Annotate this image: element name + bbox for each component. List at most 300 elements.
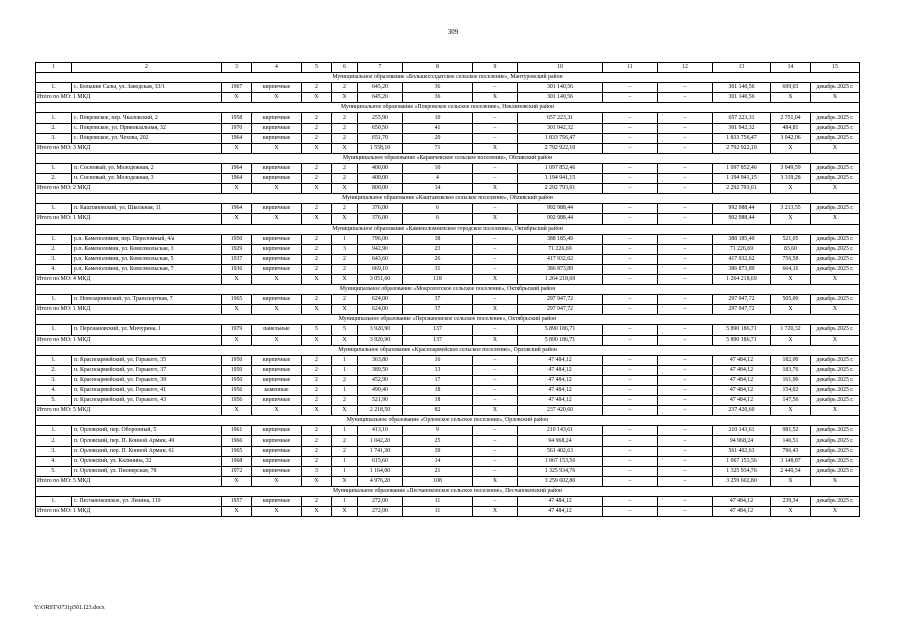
address-cell: п. Новозарнинский, ул. Транспортная, 7 (72, 295, 222, 305)
table-cell: кирпичные (252, 174, 302, 184)
total-cell: 11 (403, 507, 473, 517)
total-row (36, 305, 860, 315)
table-cell: 3. (36, 133, 72, 143)
table-cell: 239,34 (771, 497, 811, 507)
table-cell: 2 (302, 174, 332, 184)
table-cell: 2 (302, 426, 332, 436)
table-cell: 297 947,72 (713, 295, 771, 305)
total-cell: X (252, 507, 302, 517)
address-cell: п. Персиановский, ул. Мичурина, 1 (72, 325, 222, 335)
total-cell: 2 292 793,61 (713, 184, 771, 194)
table-row (36, 396, 860, 406)
total-cell: X (771, 184, 811, 194)
table-body (36, 63, 860, 517)
table-cell: 1 325 934,76 (713, 466, 771, 476)
table-row (36, 355, 860, 365)
table-cell: декабрь 2025 г. (811, 83, 860, 93)
address-cell: п. Орловский, ул. Пионерская, 78 (72, 466, 222, 476)
address-cell: с. Песчанокопское, ул. Ленина, 119 (72, 497, 222, 507)
table-cell: 3 (302, 466, 332, 476)
table-cell: 1956 (222, 386, 252, 396)
table-cell: кирпичные (252, 466, 302, 476)
total-cell: X (302, 507, 332, 517)
table-cell: 657 223,31 (713, 113, 771, 123)
table-cell: кирпичные (252, 254, 302, 264)
municipality-group-row (36, 345, 860, 355)
table-cell: кирпичные (252, 113, 302, 123)
total-cell: 2 218,50 (358, 406, 403, 416)
table-cell: 389,50 (358, 365, 403, 375)
municipality-group-row (36, 153, 860, 163)
table-cell: 5 (332, 325, 358, 335)
table-cell: 2. (36, 174, 72, 184)
total-cell: X (473, 335, 518, 345)
total-cell: X (771, 406, 811, 416)
table-cell: 386 873,89 (518, 264, 603, 274)
table-cell: – (473, 386, 518, 396)
table-cell: 561 402,63 (518, 446, 603, 456)
address-cell: п. Красноармейский, ул. Горького, 43 (72, 396, 222, 406)
address-cell: р.п. Каменоломни, ул. Комсомольская, 5 (72, 254, 222, 264)
table-cell: 1964 (222, 133, 252, 143)
table-row (36, 264, 860, 274)
table-cell: 5. (36, 466, 72, 476)
table-cell: декабрь 2025 г. (811, 123, 860, 133)
table-row (36, 426, 860, 436)
table-cell: 4. (36, 456, 72, 466)
table-row (36, 163, 860, 173)
municipality-title: Муниципальное образование «Большесолдатское сельское поселение», Мантуровский район (36, 73, 860, 83)
table-cell: 699,03 (771, 83, 811, 93)
total-cell: – (603, 93, 658, 103)
table-row (36, 133, 860, 143)
total-row (36, 214, 860, 224)
table-cell: 2 (302, 204, 332, 214)
table-cell: декабрь 2025 г. (811, 436, 860, 446)
table-cell: кирпичные (252, 244, 302, 254)
total-cell: – (603, 274, 658, 284)
total-cell: 1 558,10 (358, 143, 403, 153)
table-cell: 1 833 756,47 (518, 133, 603, 143)
table-cell: 413,10 (358, 426, 403, 436)
table-cell: – (603, 365, 658, 375)
table-cell: 669,10 (358, 264, 403, 274)
table-cell: 1956 (222, 396, 252, 406)
table-cell: кирпичные (252, 355, 302, 365)
table-cell: 1. (36, 83, 72, 93)
table-row (36, 295, 860, 305)
table-cell: 2 (302, 396, 332, 406)
total-cell: X (332, 274, 358, 284)
table-cell: 301 942,32 (713, 123, 771, 133)
table-cell: кирпичные (252, 295, 302, 305)
table-cell: кирпичные (252, 436, 302, 446)
municipality-group-row (36, 194, 860, 204)
table-cell: 2 (332, 174, 358, 184)
total-cell: 82 (403, 406, 473, 416)
table-cell: кирпичные (252, 396, 302, 406)
table-row (36, 386, 860, 396)
table-cell: – (473, 365, 518, 375)
table-cell: 484,81 (771, 123, 811, 133)
total-cell: – (603, 406, 658, 416)
table-cell: 183,76 (771, 365, 811, 375)
table-cell: 21 (403, 466, 473, 476)
table-cell: 1964 (222, 163, 252, 173)
table-cell: 1 (332, 234, 358, 244)
table-cell: 992 988,44 (713, 204, 771, 214)
table-cell: 38 (403, 234, 473, 244)
table-cell: 2 (302, 264, 332, 274)
table-cell: кирпичные (252, 123, 302, 133)
table-cell: – (658, 325, 713, 335)
table-cell: – (603, 264, 658, 274)
total-row (36, 406, 860, 416)
total-row (36, 507, 860, 517)
table-cell: 2 (332, 264, 358, 274)
table-cell: – (603, 123, 658, 133)
table-cell: – (473, 497, 518, 507)
total-cell: X (771, 507, 811, 517)
table-cell: декабрь 2025 г. (811, 386, 860, 396)
table-row (36, 466, 860, 476)
municipality-group-row (36, 416, 860, 426)
table-cell: 2 (302, 497, 332, 507)
total-cell: X (302, 305, 332, 315)
total-row (36, 143, 860, 153)
total-cell: 36 (403, 93, 473, 103)
table-cell: 147,56 (771, 396, 811, 406)
table-cell: 210 143,61 (518, 426, 603, 436)
table-cell: кирпичные (252, 264, 302, 274)
table-cell: 3 920,90 (358, 325, 403, 335)
total-cell: – (603, 476, 658, 486)
total-cell: 376,00 (358, 214, 403, 224)
table-cell: кирпичные (252, 133, 302, 143)
table-cell: декабрь 2025 г. (811, 396, 860, 406)
total-cell: X (302, 476, 332, 486)
table-cell: 23 (403, 244, 473, 254)
total-cell: 800,00 (358, 184, 403, 194)
table-cell: 643,60 (358, 254, 403, 264)
table-cell: – (473, 83, 518, 93)
total-cell: 301 140,56 (713, 93, 771, 103)
table-cell: 1 325 934,76 (518, 466, 603, 476)
total-cell: X (222, 507, 252, 517)
table-cell: 1 (332, 386, 358, 396)
total-cell: X (222, 335, 252, 345)
table-cell: 1 (332, 456, 358, 466)
table-cell: 417 932,62 (518, 254, 603, 264)
total-cell: X (811, 305, 860, 315)
table-cell: декабрь 2025 г. (811, 163, 860, 173)
table-cell: декабрь 2025 г. (811, 375, 860, 385)
total-cell: X (222, 214, 252, 224)
table-cell: декабрь 2025 г. (811, 133, 860, 143)
table-row (36, 174, 860, 184)
table-cell: – (658, 133, 713, 143)
table-cell: – (473, 113, 518, 123)
column-number-cell: 14 (771, 63, 811, 73)
table-cell: кирпичные (252, 163, 302, 173)
table-row (36, 365, 860, 375)
total-cell: X (252, 274, 302, 284)
table-cell: 386 873,89 (713, 264, 771, 274)
municipality-group-row (36, 73, 860, 83)
total-cell: X (252, 214, 302, 224)
municipality-group-row (36, 224, 860, 234)
table-cell: – (603, 295, 658, 305)
table-cell: 1936 (222, 264, 252, 274)
municipality-title: Муниципальное образование «Мокрологское сельское поселение», Октябрьский район (36, 285, 860, 295)
total-cell: X (473, 476, 518, 486)
table-cell: – (473, 254, 518, 264)
table-cell: 452,90 (358, 375, 403, 385)
total-cell: – (658, 93, 713, 103)
table-cell: 417 932,62 (713, 254, 771, 264)
table-cell: – (658, 113, 713, 123)
table-cell: декабрь 2025 г. (811, 446, 860, 456)
table-cell: 11 (403, 497, 473, 507)
table-cell: – (473, 133, 518, 143)
table-cell: – (658, 204, 713, 214)
total-cell: X (252, 335, 302, 345)
total-cell: X (473, 305, 518, 315)
table-cell: – (603, 254, 658, 264)
page-number: 309 (447, 28, 459, 36)
column-number-cell: 3 (222, 63, 252, 73)
table-cell: 210 143,61 (713, 426, 771, 436)
table-cell: – (658, 244, 713, 254)
total-cell: X (332, 476, 358, 486)
table-cell: 1. (36, 426, 72, 436)
total-cell: 297 947,72 (518, 305, 603, 315)
total-cell: 1 264 218,69 (518, 274, 603, 284)
total-cell: X (811, 476, 860, 486)
table-cell: декабрь 2025 г. (811, 295, 860, 305)
table-cell: 1937 (222, 254, 252, 264)
municipality-title: Муниципальное образование «Красноармейское сельское поселение», Орловский район (36, 345, 860, 355)
table-cell: 47 484,12 (713, 386, 771, 396)
table-cell: 1 164,00 (358, 466, 403, 476)
table-cell: 16 (403, 355, 473, 365)
table-cell: 2 (332, 254, 358, 264)
table-cell: – (473, 163, 518, 173)
table-cell: декабрь 2025 г. (811, 355, 860, 365)
total-cell: – (658, 305, 713, 315)
table-cell: 10 (403, 163, 473, 173)
table-cell: 3. (36, 254, 72, 264)
table-cell: 490,40 (358, 386, 403, 396)
total-cell: X (332, 335, 358, 345)
table-cell: панельные (252, 325, 302, 335)
table-cell: 2 (332, 83, 358, 93)
table-row (36, 123, 860, 133)
total-cell: X (332, 305, 358, 315)
column-number-cell: 7 (358, 63, 403, 73)
table-cell: 47 484,12 (713, 375, 771, 385)
table-cell: – (473, 436, 518, 446)
table-cell: 1. (36, 355, 72, 365)
table-cell: 71 226,69 (518, 244, 603, 254)
table-cell: – (473, 466, 518, 476)
table-cell: 942,90 (358, 244, 403, 254)
column-number-cell: 8 (403, 63, 473, 73)
table-cell: 992 988,44 (518, 204, 603, 214)
table-cell: кирпичные (252, 456, 302, 466)
table-cell: 2. (36, 123, 72, 133)
table-cell: 388 185,49 (713, 234, 771, 244)
table-cell: декабрь 2025 г. (811, 456, 860, 466)
table-cell: 14 (403, 456, 473, 466)
total-cell: 4 976,20 (358, 476, 403, 486)
table-cell: 1 042,20 (358, 436, 403, 446)
total-cell: X (771, 274, 811, 284)
total-cell: X (252, 93, 302, 103)
table-cell: 6 (403, 204, 473, 214)
table-cell: 2 (302, 113, 332, 123)
table-cell: 1964 (222, 204, 252, 214)
table-cell: – (658, 446, 713, 456)
table-cell: – (603, 426, 658, 436)
table-cell: 1965 (222, 446, 252, 456)
total-cell: 3 051,60 (358, 274, 403, 284)
column-number-cell: 13 (713, 63, 771, 73)
table-cell: – (473, 244, 518, 254)
table-cell: – (658, 123, 713, 133)
table-cell: 2 (332, 396, 358, 406)
table-cell: 1 (332, 355, 358, 365)
table-cell: 1950 (222, 355, 252, 365)
total-cell: 3 920,90 (358, 335, 403, 345)
total-cell: 645,20 (358, 93, 403, 103)
table-cell: 3 (332, 244, 358, 254)
column-number-cell: 9 (473, 63, 518, 73)
document-file-path: Y:\ORST\0731p561.f23.docx (34, 605, 105, 611)
table-cell: 83,60 (771, 244, 811, 254)
total-cell: 992 988,44 (518, 214, 603, 224)
total-row (36, 335, 860, 345)
total-cell: 3 259 602,80 (518, 476, 603, 486)
total-cell: 1 264 218,69 (713, 274, 771, 284)
total-cell: – (658, 184, 713, 194)
address-cell: п. Орловский, пер. П. Конной Армии, 49 (72, 436, 222, 446)
column-number-cell: 5 (302, 63, 332, 73)
table-cell: – (658, 174, 713, 184)
table-cell: кирпичные (252, 446, 302, 456)
table-cell: – (658, 365, 713, 375)
table-cell: 2 (332, 204, 358, 214)
total-cell: – (658, 335, 713, 345)
table-cell: декабрь 2025 г. (811, 365, 860, 375)
table-cell: – (473, 426, 518, 436)
table-cell: 664,16 (771, 264, 811, 274)
table-cell: 47 484,12 (713, 497, 771, 507)
table-cell: 2 (302, 355, 332, 365)
table-cell: 18 (403, 396, 473, 406)
municipality-title: Муниципальное образование «Караичевское сельское поселение», Обливский район (36, 153, 860, 163)
total-cell: X (771, 143, 811, 153)
table-cell: – (473, 295, 518, 305)
table-cell: – (603, 113, 658, 123)
table-cell: 2 (302, 244, 332, 254)
total-cell: 2 792 922,10 (518, 143, 603, 153)
table-cell: 47 484,12 (518, 375, 603, 385)
table-row (36, 325, 860, 335)
table-cell: 2 (302, 436, 332, 446)
table-cell: 400,00 (358, 174, 403, 184)
table-cell: – (473, 375, 518, 385)
table-cell: 2 (332, 375, 358, 385)
table-cell: 1. (36, 163, 72, 173)
total-cell: X (332, 93, 358, 103)
table-cell: 1979 (222, 325, 252, 335)
total-cell: X (473, 93, 518, 103)
total-cell: 5 890 186,71 (518, 335, 603, 345)
table-cell: 146,51 (771, 436, 811, 446)
table-cell: – (658, 355, 713, 365)
total-cell: X (473, 184, 518, 194)
total-label: Итого по МО: 3 МКД (36, 143, 222, 153)
municipality-title: Муниципальное образование «Каштановское сельское поселение», Обливский район (36, 194, 860, 204)
column-number-cell: 15 (811, 63, 860, 73)
total-cell: X (252, 476, 302, 486)
table-cell: – (603, 375, 658, 385)
table-cell: 1950 (222, 365, 252, 375)
total-cell: 5 890 186,71 (713, 335, 771, 345)
table-cell: 255,90 (358, 113, 403, 123)
table-cell: декабрь 2025 г. (811, 234, 860, 244)
total-cell: X (252, 305, 302, 315)
total-row (36, 274, 860, 284)
total-cell: – (603, 184, 658, 194)
table-cell: 2 (332, 446, 358, 456)
table-cell: 1964 (222, 174, 252, 184)
table-cell: – (603, 456, 658, 466)
municipality-group-row (36, 315, 860, 325)
table-cell: 47 484,12 (518, 396, 603, 406)
table-cell: 2 (332, 295, 358, 305)
total-cell: 108 (403, 476, 473, 486)
table-cell: 20 (403, 133, 473, 143)
table-cell: 1968 (222, 456, 252, 466)
total-cell: – (658, 214, 713, 224)
table-cell: кирпичные (252, 375, 302, 385)
table-cell: декабрь 2025 г. (811, 264, 860, 274)
total-cell: X (811, 406, 860, 416)
address-cell: п. Орловский, пер. П. Конной Армии, 61 (72, 446, 222, 456)
total-label: Итого по МО: 2 МКД (36, 184, 222, 194)
table-cell: 2 (302, 83, 332, 93)
table-cell: 154,02 (771, 386, 811, 396)
table-cell: 2 449,54 (771, 466, 811, 476)
total-row (36, 93, 860, 103)
table-cell: – (658, 497, 713, 507)
total-cell: X (302, 406, 332, 416)
table-cell: 4. (36, 386, 72, 396)
total-cell: – (658, 143, 713, 153)
table-cell: 521,05 (771, 234, 811, 244)
table-cell: 13 (403, 365, 473, 375)
table-cell: 1965 (222, 295, 252, 305)
table-cell: 1. (36, 497, 72, 507)
table-cell: 2 (332, 163, 358, 173)
table-cell: 1. (36, 295, 72, 305)
table-cell: декабрь 2025 г. (811, 254, 860, 264)
address-cell: п. Красноармейский, ул. Горького, 35 (72, 355, 222, 365)
table-cell: 4. (36, 264, 72, 274)
table-cell: 47 484,12 (713, 396, 771, 406)
